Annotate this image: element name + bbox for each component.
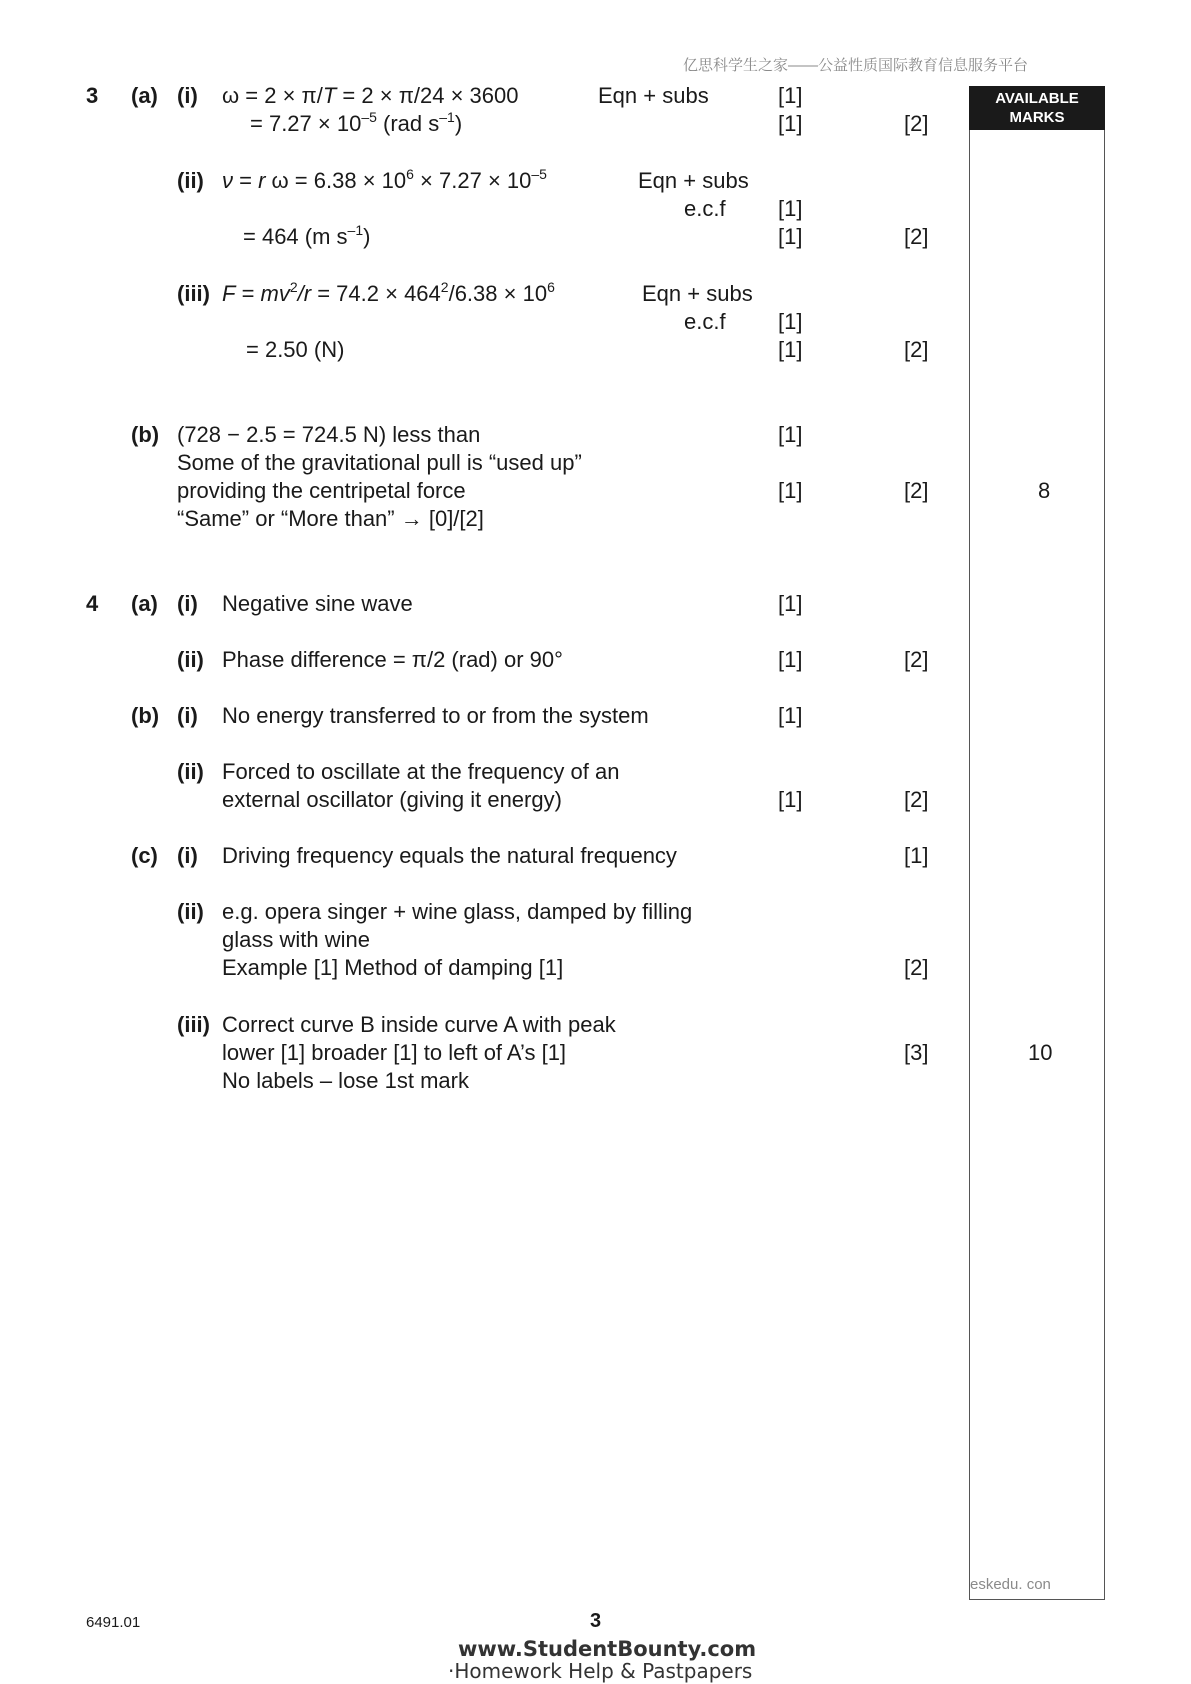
q4b-ii-line-1: Forced to oscillate at the frequency of an <box>222 759 620 784</box>
q3a-ii-ecf: e.c.f <box>684 196 726 221</box>
q3b-mark-2: [1] <box>778 478 803 503</box>
q3a-iii-mark-2: [1] <box>778 337 803 362</box>
q4a-i-mark: [1] <box>778 591 803 616</box>
q4c-iii-total: [3] <box>904 1040 929 1065</box>
q3a-ii-equation: ν = r $\omega = 6.38 \times 10^6 \times 7.27 \times 10^{-5}$ <box>222 166 547 193</box>
q3b-line-4: “Same” or “More than” → [0]/[2] <box>177 506 484 531</box>
q3a-ii-mark-2: [1] <box>778 224 803 249</box>
question-number-3: 3 <box>86 83 99 108</box>
q3a-iii-label: (iii) <box>177 281 210 306</box>
q3b-line-1: (728 − 2.5 = 724.5 N) less than <box>177 422 481 447</box>
q3a-iii-ecf: e.c.f <box>684 309 726 334</box>
available-marks-header <box>969 86 1105 130</box>
q4b-i-mark: [1] <box>778 703 803 728</box>
header-line-1: AVAILABLE <box>995 90 1079 107</box>
q4c-iii-line-1: Correct curve B inside curve A with peak <box>222 1012 616 1037</box>
q4a-ii-total: [2] <box>904 647 929 672</box>
q3a-i-total: [2] <box>904 111 929 136</box>
page-number: 3 <box>590 1610 602 1632</box>
q3a-i-label: (i) <box>177 83 198 108</box>
q4-part-b-label: (b) <box>131 703 160 728</box>
q4c-ii-line-1: e.g. opera singer + wine glass, damped by filling <box>222 899 693 924</box>
header-line-2: MARKS <box>1009 109 1065 126</box>
q3a-ii-result: = 464 (m $s^{-1}$) <box>243 222 371 249</box>
q4c-ii-total: [2] <box>904 955 929 980</box>
q3a-i-mark-1: [1] <box>778 83 803 108</box>
studentbounty-tagline: ·Homework Help & Pastpapers <box>448 1659 753 1683</box>
q3-part-a-label: (a) <box>131 83 158 108</box>
q3-part-b-label: (b) <box>131 422 160 447</box>
q3a-iii-mark-1: [1] <box>778 309 803 334</box>
q4a-ii-text: Phase difference = π/2 (rad) or 90° <box>222 647 563 672</box>
q4c-i-label: (i) <box>177 843 198 868</box>
q3a-iii-note: Eqn + subs <box>642 281 753 306</box>
q4c-i-total: [1] <box>904 843 929 868</box>
q4c-iii-label: (iii) <box>177 1012 210 1037</box>
q4c-iii-line-3: No labels – lose 1st mark <box>222 1068 469 1093</box>
paper-code: 6491.01 <box>86 1614 141 1631</box>
available-marks-column <box>969 86 1105 1600</box>
q3a-i-equation: ω = 2 × π/T = 2 × π/24 × 3600 <box>222 83 519 108</box>
q3a-iii-result: = 2.50 (N) <box>246 337 345 362</box>
q3b-mark-1: [1] <box>778 422 803 447</box>
q3a-i-note: Eqn + subs <box>598 83 709 108</box>
q4b-ii-mark: [1] <box>778 787 803 812</box>
q4a-ii-mark: [1] <box>778 647 803 672</box>
q3a-iii-equation: $F = mv^2/r = 74.2 \times 464^2/6.38 \times 10^6$ <box>222 279 555 306</box>
q3a-ii-total: [2] <box>904 224 929 249</box>
studentbounty-url[interactable]: www.StudentBounty.com <box>458 1637 757 1661</box>
q3a-ii-note: Eqn + subs <box>638 168 749 193</box>
bottom-watermark: eskedu. con <box>970 1576 1051 1593</box>
q4-part-c-label: (c) <box>131 843 158 868</box>
q3a-ii-mark-1: [1] <box>778 196 803 221</box>
q4c-iii-line-2: lower [1] broader [1] to left of A’s [1] <box>222 1040 567 1065</box>
q3b-line-2: Some of the gravitational pull is “used up” <box>177 450 582 475</box>
top-watermark: 亿思科学生之家——公益性质国际教育信息服务平台 <box>683 57 1029 74</box>
q3a-ii-label: (ii) <box>177 168 204 193</box>
q4-part-a-label: (a) <box>131 591 158 616</box>
q4c-ii-line-2: glass with wine <box>222 927 370 952</box>
q3-available-marks: 8 <box>1038 478 1051 503</box>
q4a-ii-label: (ii) <box>177 647 204 672</box>
q4b-ii-line-2: external oscillator (giving it energy) <box>222 787 562 812</box>
q3a-i-result: = $7.27 \times 10^{-5}$ (rad $s^{-1}$) <box>250 109 463 136</box>
q4b-ii-total: [2] <box>904 787 929 812</box>
q3a-iii-total: [2] <box>904 337 929 362</box>
q4b-ii-label: (ii) <box>177 759 204 784</box>
q4-available-marks: 10 <box>1028 1040 1053 1065</box>
q4b-i-text: No energy transferred to or from the system <box>222 703 649 728</box>
q4a-i-text: Negative sine wave <box>222 591 413 616</box>
q4c-i-text: Driving frequency equals the natural frequency <box>222 843 677 868</box>
q3b-line-3: providing the centripetal force <box>177 478 466 503</box>
q4b-i-label: (i) <box>177 703 198 728</box>
q4c-ii-label: (ii) <box>177 899 204 924</box>
q3b-total: [2] <box>904 478 929 503</box>
q4c-ii-line-3: Example [1] Method of damping [1] <box>222 955 564 980</box>
q4a-i-label: (i) <box>177 591 198 616</box>
q3a-i-mark-2: [1] <box>778 111 803 136</box>
question-number-4: 4 <box>86 591 99 616</box>
